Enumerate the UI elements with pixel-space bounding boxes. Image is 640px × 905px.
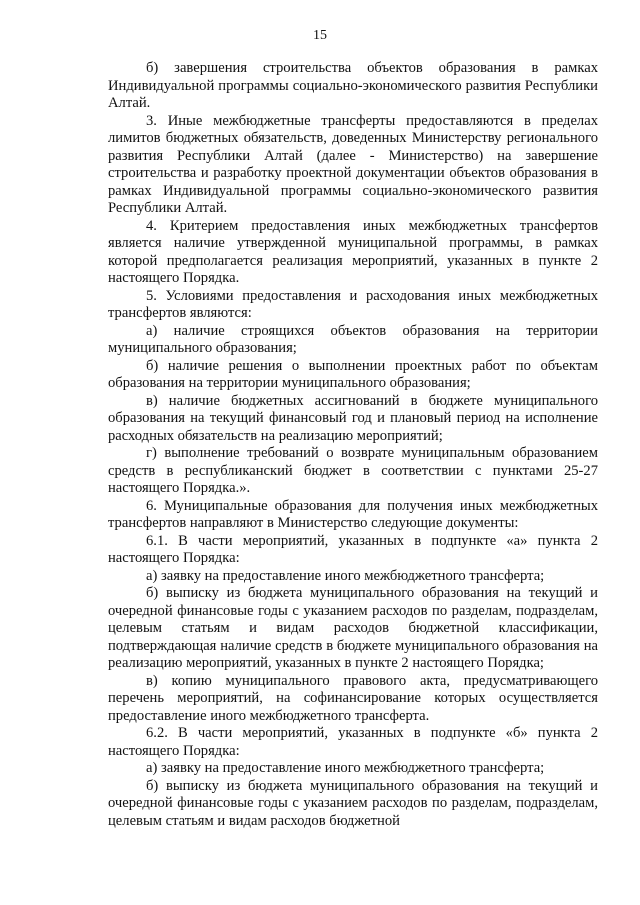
paragraph-5a: а) наличие строящихся объектов образования на территории муниципального образования; xyxy=(108,322,598,356)
paragraph-5c: в) наличие бюджетных ассигнований в бюджете муниципального образования на текущий финансовый год и плановый период на исполнение расходных обязательств на реализацию мероприятий; xyxy=(108,392,598,444)
paragraph-5d: г) выполнение требований о возврате муниципальным образованием средств в республиканский бюджет в соответствии с пунктами 25-27 настоящего Порядка.». xyxy=(108,445,598,496)
paragraph-3-transfers: 3. Иные межбюджетные трансферты предоставляются в пределах лимитов бюджетных обязательств, доведенных Министерству регионального развития Республики Алтай (далее - Министерство) на завершение строительства и разработку проектной документации объектов образования в рамках Индивидуальной программы социально-экономического развития Республики Алтай. xyxy=(108,112,598,216)
paragraph-6-1c: в) копию муниципального правового акта, предусматривающего перечень мероприятий, на софинансирование которых осуществляется предоставление иного межбюджетного трансферта. xyxy=(108,672,598,724)
paragraph-4-criterion: 4. Критерием предоставления иных межбюджетных трансфертов является наличие утвержденной муниципальной программы, в рамках которой предполагается реализация мероприятий, указанных в пункте 2 настоящего Порядка. xyxy=(108,217,598,286)
paragraph-5b: б) наличие решения о выполнении проектных работ по объектам образования на территории муниципального образования; xyxy=(108,357,598,391)
paragraph-6-1: 6.1. В части мероприятий, указанных в подпункте «а» пункта 2 настоящего Порядка: xyxy=(108,532,598,566)
paragraph-5-conditions: 5. Условиями предоставления и расходования иных межбюджетных трансфертов являются: xyxy=(108,287,598,321)
paragraph-6-1a: а) заявку на предоставление иного межбюджетного трансферта; xyxy=(146,567,545,584)
page-number: 15 xyxy=(313,28,327,43)
document-body xyxy=(108,60,598,830)
paragraph-1b-completion: б) завершения строительства объектов образования в рамках Индивидуальной программы социально-экономического развития Республики Алтай. xyxy=(108,60,598,111)
paragraph-6-2: 6.2. В части мероприятий, указанных в подпункте «б» пункта 2 настоящего Порядка: xyxy=(108,725,598,759)
paragraph-6-1b: б) выписку из бюджета муниципального образования на текущий и очередной финансовые годы с указанием расходов по разделам, подразделам, целевым статьям и видам расходов бюджетной классификации, подтверждающая наличие средств в бюджете муниципального образования на реализацию мероприятий, указанных в пункте 2 настоящего Порядка; xyxy=(108,585,598,671)
paragraph-6-2a: а) заявку на предоставление иного межбюджетного трансферта; xyxy=(146,760,545,776)
paragraph-6-2b: б) выписку из бюджета муниципального образования на текущий и очередной финансовые годы с указанием расходов по разделам, подразделам, целевым статьям и видам расходов бюджетной xyxy=(108,777,598,829)
paragraph-6-documents: 6. Муниципальные образования для получения иных межбюджетных трансфертов направляют в Министерство следующие документы: xyxy=(108,497,598,531)
